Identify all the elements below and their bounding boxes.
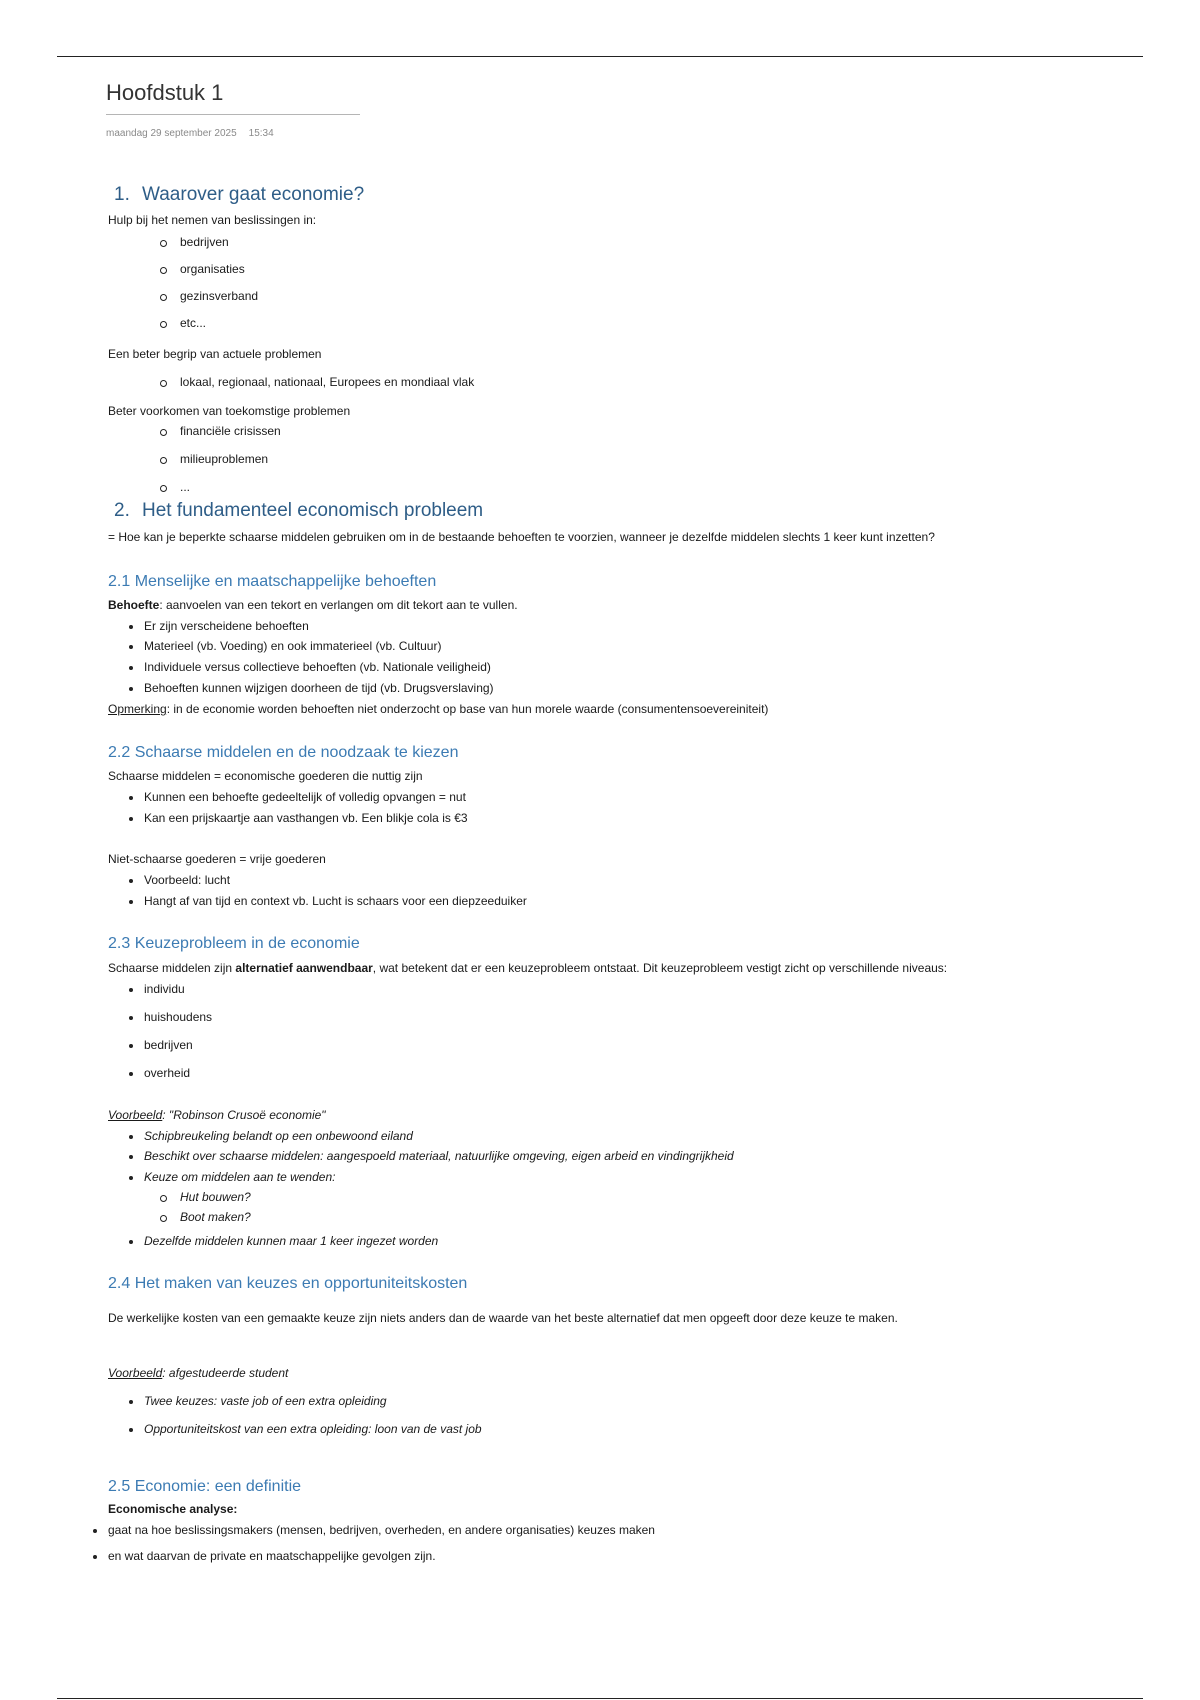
term-definition: : aanvoelen van een tekort en verlangen om dit tekort aan te vullen. [159, 598, 518, 612]
section-2-3-paragraph [108, 961, 947, 975]
list-item: etc... [180, 316, 258, 343]
list-item: Behoeften kunnen wijzigen doorheen de tijd (vb. Drugsverslaving) [144, 681, 494, 702]
title-underline [106, 114, 360, 115]
top-rule [57, 56, 1143, 57]
section-2-1-heading: 2.1 Menselijke en maatschappelijke behoeften [108, 573, 437, 590]
section-2-2-list [144, 790, 468, 832]
section-2-3-example [108, 1108, 326, 1122]
section-2-5-heading: 2.5 Economie: een definitie [108, 1478, 302, 1495]
list-item: ... [180, 480, 281, 502]
term-behoefte: Behoefte [108, 598, 160, 612]
page-timestamp [106, 128, 274, 139]
list-item: milieuproblemen [180, 452, 281, 480]
section-2-5-list [108, 1523, 655, 1575]
section-2-5-label: Economische analyse: [108, 1502, 238, 1516]
section-1-paragraph-3: Beter voorkomen van toekomstige problemen [108, 404, 351, 418]
section-2-2-paragraph-1: Schaarse middelen = economische goederen die nuttig zijn [108, 769, 423, 783]
bold-term: alternatief aanwendbaar [235, 961, 373, 975]
page-title: Hoofdstuk 1 [106, 80, 224, 105]
section-2-4-list [144, 1394, 482, 1450]
section-2-1-definition [108, 598, 518, 612]
section-2-3-heading: 2.3 Keuzeprobleem in de economie [108, 935, 360, 952]
section-2-3-sublist [180, 1190, 251, 1230]
section-2-3-example-list-end [144, 1234, 438, 1248]
list-item: financiële crisissen [180, 424, 281, 452]
section-1-paragraph-2: Een beter begrip van actuele problemen [108, 347, 322, 361]
list-item: Schipbreukeling belandt op een onbewoond eiland [144, 1129, 734, 1149]
section-2-2-heading: 2.2 Schaarse middelen en de noodzaak te kiezen [108, 744, 459, 761]
section-1-list-3 [180, 424, 281, 502]
list-item: Kan een prijskaartje aan vasthangen vb. Een blikje cola is €3 [144, 811, 468, 832]
text-part: , wat betekent dat er een keuzeprobleem ontstaat. Dit keuzeprobleem vestigt zicht op verschillende niveaus: [372, 961, 948, 975]
list-item: Boot maken? [180, 1210, 251, 1230]
section-2-title: Het fundamenteel economisch probleem [142, 500, 484, 521]
example-label: Voorbeeld [108, 1108, 163, 1122]
page-time: 15:34 [248, 128, 274, 139]
list-item: lokaal, regionaal, nationaal, Europees en mondiaal vlak [180, 375, 475, 389]
list-item: Er zijn verscheidene behoeften [144, 619, 494, 639]
section-2-1-note [108, 702, 768, 716]
list-item: bedrijven [144, 1038, 212, 1066]
list-item: en wat daarvan de private en maatschappelijke gevolgen zijn. [108, 1549, 655, 1575]
bottom-rule [57, 1698, 1143, 1699]
section-2-heading [114, 500, 483, 522]
section-2-4-heading: 2.4 Het maken van keuzes en opportuniteitskosten [108, 1275, 468, 1292]
section-2-4-paragraph: De werkelijke kosten van een gemaakte keuze zijn niets anders dan de waarde van het beste alternatief dat men opgeeft door deze keuze te maken. [108, 1311, 898, 1325]
page-date: maandag 29 september 2025 [106, 128, 237, 139]
section-2-4-example [108, 1366, 288, 1380]
list-item: overheid [144, 1066, 212, 1094]
list-item: gezinsverband [180, 289, 258, 316]
list-item: organisaties [180, 262, 258, 289]
section-2-3-levels-list [144, 982, 212, 1094]
list-item: Kunnen een behoefte gedeeltelijk of volledig opvangen = nut [144, 790, 468, 811]
section-2-2-paragraph-2: Niet-schaarse goederen = vrije goederen [108, 852, 326, 866]
section-1-number: 1. [114, 184, 130, 205]
section-1-list-2 [180, 375, 474, 389]
list-item: Hangt af van tijd en context vb. Lucht is schaars voor een diepzeeduiker [144, 894, 527, 915]
section-2-number: 2. [114, 500, 130, 521]
example-label: Voorbeeld [108, 1366, 163, 1380]
list-item: gaat na hoe beslissingsmakers (mensen, bedrijven, overheden, en andere organisaties) keuzes maken [108, 1523, 655, 1549]
section-1-title: Waarover gaat economie? [142, 184, 365, 205]
note-label: Opmerking [108, 702, 167, 716]
section-1-heading [114, 184, 364, 206]
section-2-3-example-list [144, 1129, 734, 1190]
list-item: Voorbeeld: lucht [144, 873, 527, 894]
list-item: Materieel (vb. Voeding) en ook immaterieel (vb. Cultuur) [144, 639, 494, 660]
list-item: huishoudens [144, 1010, 212, 1038]
list-item: Hut bouwen? [180, 1190, 251, 1210]
section-1-intro: Hulp bij het nemen van beslissingen in: [108, 213, 317, 227]
section-2-2-list-2 [144, 873, 527, 915]
list-item: bedrijven [180, 235, 258, 262]
section-1-list [180, 235, 258, 343]
list-item: Dezelfde middelen kunnen maar 1 keer ingezet worden [144, 1234, 439, 1248]
example-text: : afgestudeerde student [162, 1366, 289, 1380]
list-item: Opportuniteitskost van een extra opleiding: loon van de vast job [144, 1422, 482, 1450]
section-2-definition: = Hoe kan je beperkte schaarse middelen gebruiken om in de bestaande behoeften te voorzien, wanneer je dezelfde middelen slechts 1 keer kunt inzetten? [108, 530, 935, 544]
example-text: : "Robinson Crusoë economie" [162, 1108, 326, 1122]
list-item: Beschikt over schaarse middelen: aangespoeld materiaal, natuurlijke omgeving, eigen arbeid en vindingrijkheid [144, 1149, 734, 1170]
list-item: Individuele versus collectieve behoeften (vb. Nationale veiligheid) [144, 660, 494, 681]
note-text: : in de economie worden behoeften niet onderzocht op base van hun morele waarde (consumentensoevereiniteit) [166, 702, 769, 716]
list-item: Keuze om middelen aan te wenden: [144, 1170, 734, 1190]
list-item: individu [144, 982, 212, 1010]
list-item: Twee keuzes: vaste job of een extra opleiding [144, 1394, 482, 1422]
section-2-1-list [144, 619, 494, 702]
text-part: Schaarse middelen zijn [108, 961, 236, 975]
